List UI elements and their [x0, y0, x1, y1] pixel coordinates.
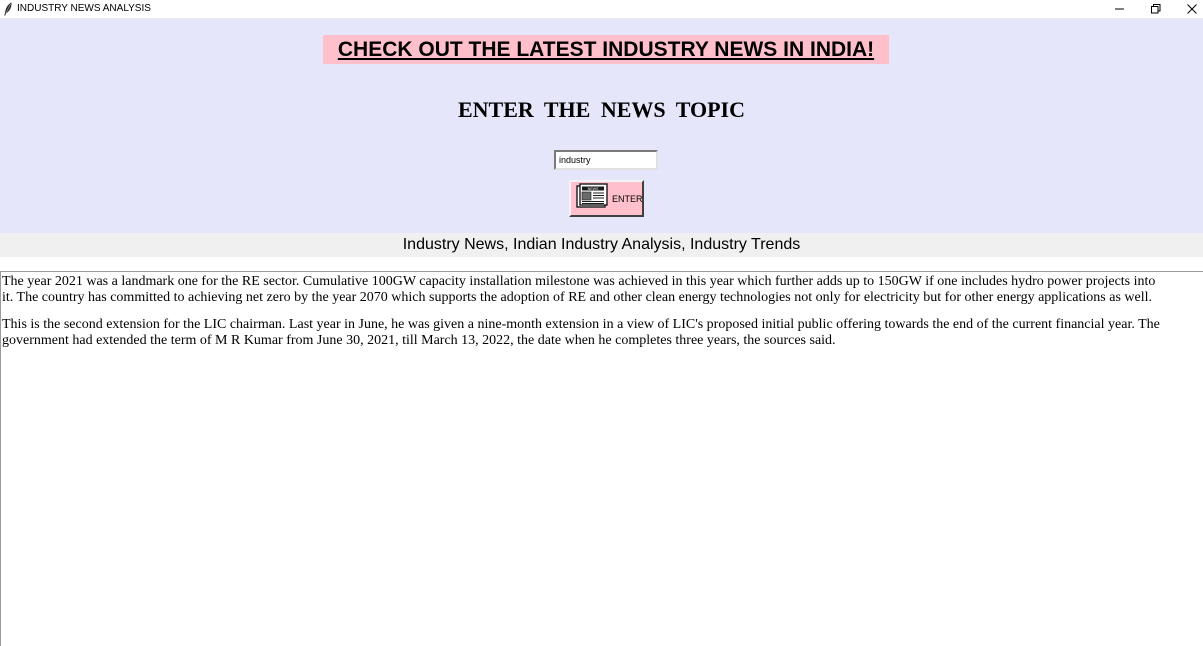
maximize-button[interactable] — [1138, 0, 1174, 18]
category-label: Industry News, Indian Industry Analysis, Industry Trends — [402, 236, 801, 253]
topic-search-input[interactable] — [554, 150, 658, 170]
svg-text:NEWS: NEWS — [587, 186, 599, 191]
news-article-line: The year 2021 was a landmark one for the RE sector. Cumulative 100GW capacity installation milestone was achieved in this year which further adds up to 150GW if one includes hydro power projects into — [2, 274, 1156, 289]
minimize-button[interactable] — [1102, 0, 1138, 18]
category-strip — [0, 233, 1203, 257]
minimize-icon — [1115, 4, 1125, 14]
enter-button[interactable] — [569, 180, 644, 217]
news-article-line: government had extended the term of M R Kumar from June 30, 2021, till March 13, 2022, the date when he completes three years, the sources said. — [2, 333, 836, 348]
news-article — [1, 274, 1203, 306]
window-title: INDUSTRY NEWS ANALYSIS — [17, 3, 151, 14]
page-headline: CHECK OUT THE LATEST INDUSTRY NEWS IN INDIA! — [323, 35, 889, 64]
topic-prompt: ENTER THE NEWS TOPIC — [457, 97, 746, 122]
news-article — [1, 317, 1203, 349]
enter-button-label: ENTER — [612, 193, 643, 204]
title-bar[interactable] — [0, 0, 1203, 19]
close-button[interactable] — [1174, 0, 1203, 18]
news-article-line: This is the second extension for the LIC chairman. Last year in June, he was given a nine-month extension in a view of LIC's proposed initial public offering towards the end of the current financial year. The — [2, 317, 1160, 332]
restore-icon — [1151, 4, 1161, 14]
news-article-line: it. The country has committed to achieving net zero by the year 2070 which supports the adoption of RE and other clean energy technologies not only for electricity but for other energy applications as well. — [2, 290, 1153, 305]
feather-icon — [3, 2, 13, 16]
news-text-area[interactable] — [0, 271, 1203, 646]
close-icon — [1187, 4, 1197, 14]
newspaper-icon — [576, 183, 608, 214]
